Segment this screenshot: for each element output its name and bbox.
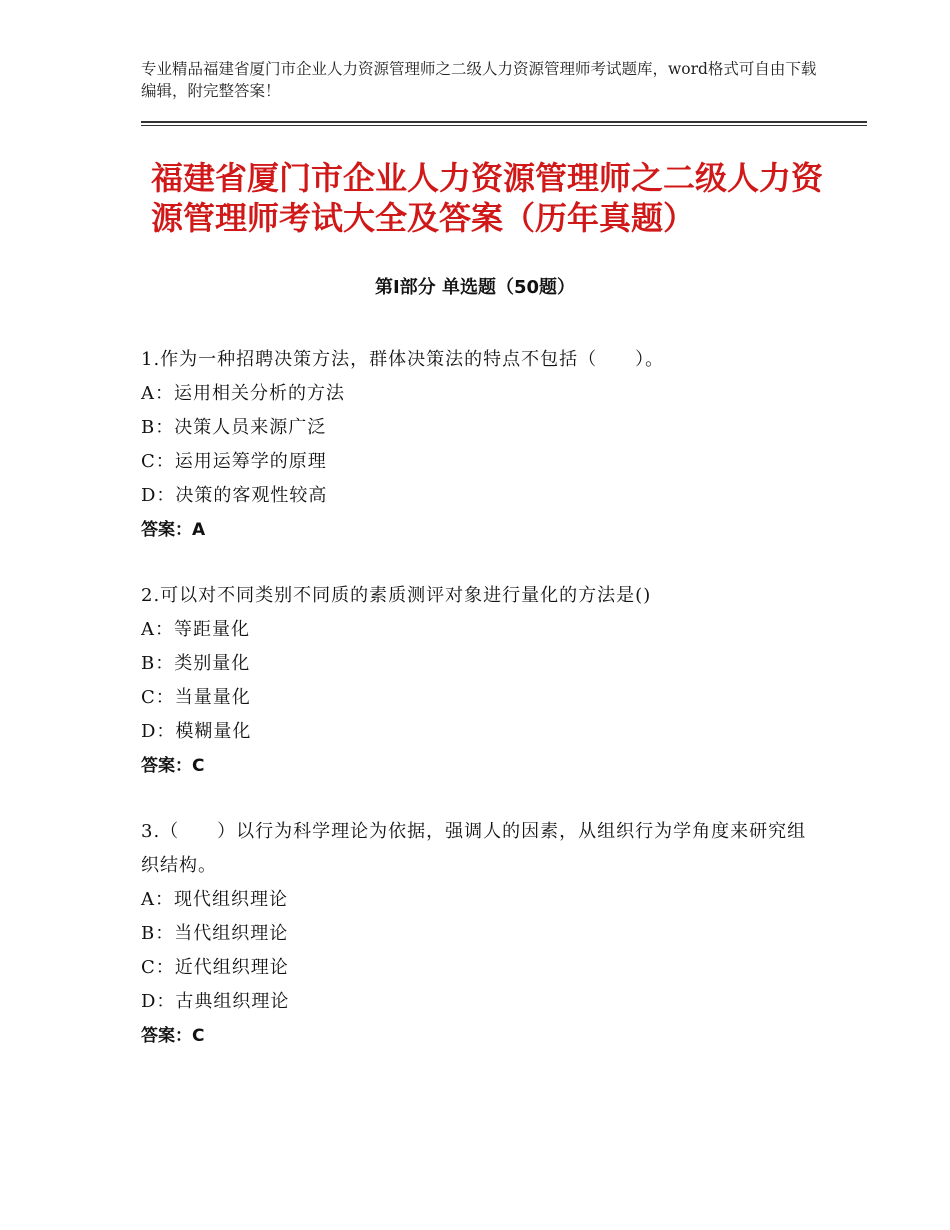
option-c: C：近代组织理论 [141,957,289,978]
option-d: D：决策的客观性较高 [141,485,328,506]
answer: 答案：C [141,756,205,776]
option-a: A：运用相关分析的方法 [141,383,345,404]
question-list [141,343,821,1085]
option-c: C：运用运筹学的原理 [141,451,327,472]
option-c: C：当量量化 [141,687,251,708]
header-rule-thin [141,125,867,126]
question-2 [141,579,821,783]
option-b: B：决策人员来源广泛 [141,417,327,438]
section-title: 第Ⅰ部分 单选题（50题） [374,277,575,298]
question-stem: 3.（ ）以行为科学理论为依据，强调人的因素，从组织行为学角度来研究组织结构。 [141,821,807,876]
question-1 [141,343,821,547]
header-note: 专业精品福建省厦门市企业人力资源管理师之二级人力资源管理师考试题库，word格式可自由下载编辑，附完整答案！ [141,60,817,100]
option-d: D：模糊量化 [141,721,252,742]
header-rule-thick [141,121,867,123]
option-b: B：类别量化 [141,653,251,674]
question-stem: 2.可以对不同类别不同质的素质测评对象进行量化的方法是() [141,585,652,606]
question-3 [141,815,821,1053]
answer: 答案：C [141,1026,205,1046]
option-a: A：等距量化 [141,619,250,640]
option-d: D：古典组织理论 [141,991,290,1012]
document-title: 福建省厦门市企业人力资源管理师之二级人力资源管理师考试大全及答案（历年真题） [151,159,824,237]
option-b: B：当代组织理论 [141,923,289,944]
answer: 答案：A [141,520,206,540]
option-a: A：现代组织理论 [141,889,288,910]
question-stem: 1.作为一种招聘决策方法，群体决策法的特点不包括（ ）。 [141,349,665,370]
